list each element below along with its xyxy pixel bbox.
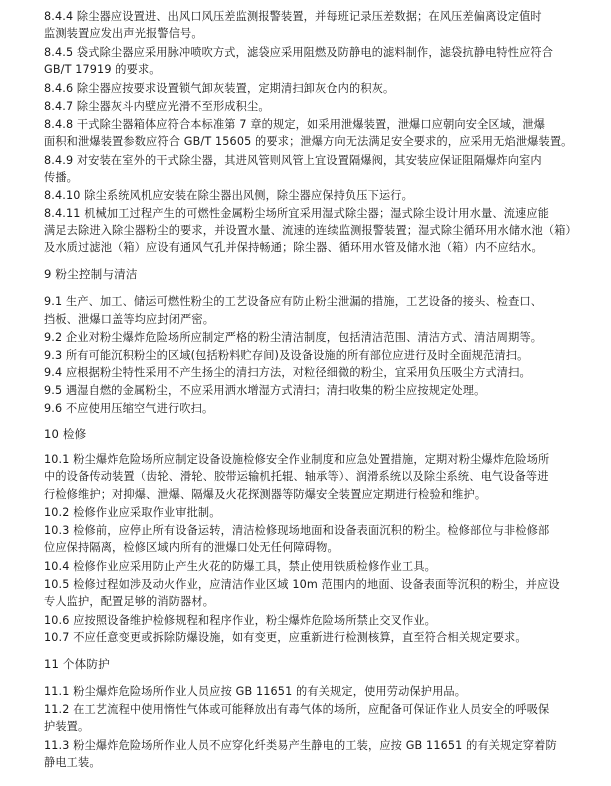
clause-8-4-11: 8.4.11 机械加工过程产生的可燃性金属粉尘场所宜采用湿式除尘器；湿式除尘设计用水量、流速应能 [44,207,550,220]
section-9-heading: 9 粉尘控制与清洁 [44,267,138,281]
section-11-heading: 11 个体防护 [44,657,110,671]
clause-8-4-8: 8.4.8 干式除尘器箱体应符合本标准第 7 章的规定，如采用泄爆装置，泄爆口应朝向安全区域，泄爆 [44,118,546,131]
section-10-heading: 10 检修 [44,427,87,441]
clause-8-4-6: 8.4.6 除尘器应按要求设置锁气卸灰装置，定期清扫卸灰仓内的积灰。 [44,82,395,95]
clause-10-6: 10.6 应按照设备维护检修规程和程序作业，粉尘爆炸危险场所禁止交叉作业。 [44,614,437,627]
clause-11-1: 11.1 粉尘爆炸危险场所作业人员应按 GB 11651 的有关规定，使用劳动保护用品。 [44,685,467,698]
clause-9-4: 9.4 应根据粉尘特性采用不产生扬尘的清扫方法，对粒径细微的粉尘，宜采用负压吸尘方式清扫。 [44,366,531,379]
clause-9-1: 9.1 生产、加工、储运可燃性粉尘的工艺设备应有防止粉尘泄漏的措施，工艺设备的接头、检查口、 [44,295,543,308]
clause-10-1-cont-2: 行检修维护；对抑爆、泄爆、隔爆及火花探测器等防爆安全装置应定期进行检验和维护。 [44,488,487,501]
clause-10-4: 10.4 检修作业应采用防止产生火花的防爆工具，禁止使用铁质检修作业工具。 [44,560,437,573]
clause-10-2: 10.2 检修作业应采取作业审批制。 [44,506,221,519]
clause-10-7: 10.7 不应任意变更或拆除防爆设施，如有变更，应重新进行检测核算，直至符合相关规定要求。 [44,631,527,644]
clause-9-5: 9.5 遇湿自燃的金属粉尘，不应采用洒水增湿方式清扫；清扫收集的粉尘应按规定处理。 [44,384,486,397]
clause-8-4-8-cont: 面积和泄爆装置参数应符合 GB/T 15605 的要求；泄爆方向无法满足安全要求的，应采用无焰泄爆装置。 [44,135,573,148]
clause-10-3: 10.3 检修前，应停止所有设备运转，清洁检修现场地面和设备表面沉积的粉尘。检修部位与非检修部 [44,524,550,537]
clause-8-4-11-cont-2: 及水质过滤池（箱）应设有通风气孔并保持畅通；除尘器、循环用水管及储水池（箱）内不应结水。 [44,241,543,254]
clause-9-2: 9.2 企业对粉尘爆炸危险场所应制定严格的粉尘清洁制度，包括清洁范围、清洁方式、清洁周期等。 [44,331,543,344]
clause-9-1-cont: 挡板、泄爆口盖等均应封闭严密。 [44,313,215,326]
clause-8-4-9: 8.4.9 对安装在室外的干式除尘器，其进风管则风管上宜设置隔爆阀，其安装应保证阻隔爆炸向室内 [44,154,542,167]
clause-11-3: 11.3 粉尘爆炸危险场所作业人员不应穿化纤类易产生静电的工装，应按 GB 11651 的有关规定穿着防 [44,739,557,752]
clause-11-2-cont: 护装置。 [44,720,90,733]
clause-8-4-9-cont: 传播。 [44,171,79,184]
clause-8-4-10: 8.4.10 除尘系统风机应安装在除尘器出风侧，除尘器应保持负压下运行。 [44,189,413,202]
clause-9-6: 9.6 不应使用压缩空气进行吹扫。 [44,402,214,415]
clause-10-1: 10.1 粉尘爆炸危险场所应制定设备设施检修安全作业制度和应急处置措施，定期对粉尘爆炸危险场所 [44,453,550,466]
clause-10-3-cont: 位应保持隔离，检修区域内所有的泄爆口处无任何障碍物。 [44,541,339,554]
clause-8-4-11-cont-1: 满足去除进入除尘器粉尘的要求，并设置水量、流速的连续监测报警装置；湿式除尘循环用水储水池（箱） [44,224,577,237]
clause-11-2: 11.2 在工艺流程中使用惰性气体或可能释放出有毒气体的场所，应配备可保证作业人员安全的呼吸保 [44,703,550,716]
clause-10-5-cont: 专人监护，配置足够的消防器材。 [44,595,215,608]
clause-8-4-5-cont: GB/T 17919 的要求。 [44,63,161,76]
clause-11-3-cont: 静电工装。 [44,756,101,769]
clause-8-4-4: 8.4.4 除尘器应设置进、出风口风压差监测报警装置，并每班记录压差数据；在风压差偏离设定值时 [44,10,542,23]
clause-8-4-7: 8.4.7 除尘器灰斗内壁应光滑不至形成积尘。 [44,100,270,113]
clause-9-3: 9.3 所有可能沉积粉尘的区域(包括粉料贮存间)及设备设施的所有部位应进行及时全面规范清扫。 [44,349,529,362]
clause-10-1-cont-1: 中的设备传动装置（齿轮、滑轮、胶带运输机托辊、轴承等）、润滑系统以及除尘系统、电气设备等进 [44,470,549,483]
clause-8-4-4-cont: 监测装置应发出声光报警信号。 [44,27,203,40]
clause-10-5: 10.5 检修过程如涉及动火作业，应清洁作业区域 10m 范围内的地面、设备表面等沉积的粉尘，并应设 [44,578,560,591]
clause-8-4-5: 8.4.5 袋式除尘器应采用脉冲喷吹方式，滤袋应采用阻燃及防静电的滤料制作，滤袋抗静电特性应符合 [44,46,554,59]
